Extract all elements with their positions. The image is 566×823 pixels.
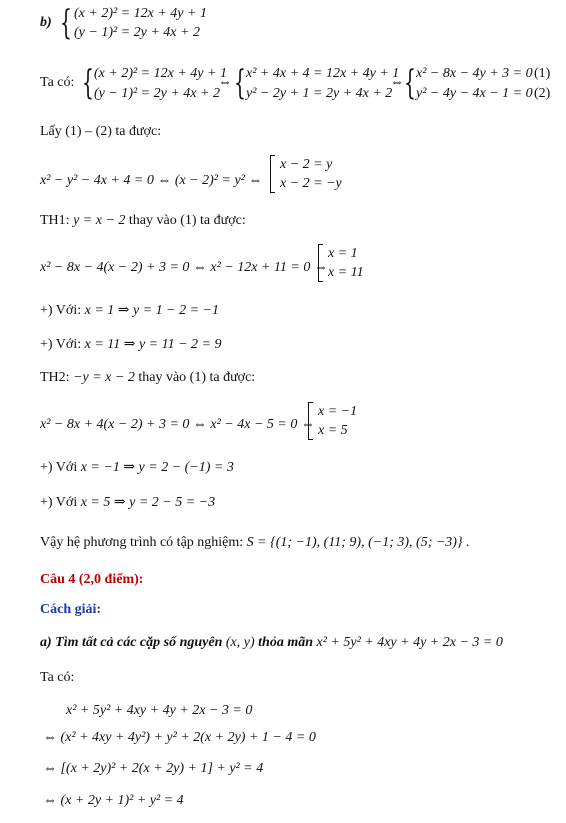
question-4-heading: Câu 4 (2,0 điểm):: [40, 572, 144, 587]
brace: {: [82, 63, 94, 103]
iff-symbol: ⇔: [218, 75, 232, 90]
system-row: y² − 2y + 1 = 2y + 4x + 2: [246, 86, 393, 101]
system-row: y² − 4y − 4x − 1 = 0: [416, 86, 533, 101]
system-row: (y − 1)² = 2y + 4x + 2: [94, 86, 220, 101]
step-3: ⇔ [(x + 2y)² + 2(x + 2y) + 1] + y² = 4: [43, 761, 264, 776]
result-math: x = 1 ⇒ y = 1 − 2 = −1: [84, 303, 220, 318]
step-1: x² + 5y² + 4xy + 4y + 2x − 3 = 0: [66, 703, 253, 718]
system-row: (x + 2)² = 12x + 4y + 1: [74, 6, 207, 21]
case-tail: thay vào (1) ta được:: [138, 370, 256, 385]
result-math: x = 11 ⇒ y = 11 − 2 = 9: [84, 337, 222, 352]
case-row: x = −1: [318, 404, 358, 419]
result-line: [40, 459, 234, 477]
result-line: [40, 494, 215, 512]
taco-label-2: Ta có:: [40, 670, 75, 685]
result-math: x = 5 ⇒ y = 2 − 5 = −3: [80, 495, 216, 510]
brace: {: [60, 3, 72, 43]
case-2-heading: [40, 369, 255, 387]
system-row: (y − 1)² = 2y + 4x + 2: [74, 25, 200, 40]
step-2: ⇔ (x² + 4xy + 4y²) + y² + 2(x + 2y) + 1 − 4 = 0: [43, 730, 316, 745]
taco-label: Ta có:: [40, 75, 75, 90]
brace: {: [234, 63, 246, 103]
case-row: x = 5: [318, 423, 348, 438]
conclusion-line: [40, 534, 470, 552]
solution-heading: Cách giải:: [40, 602, 102, 617]
case-label: TH1:: [40, 213, 70, 228]
bracket: [308, 402, 313, 440]
part-a-text: thỏa mãn: [258, 635, 313, 650]
system-row: (x + 2)² = 12x + 4y + 1: [94, 66, 227, 81]
result-line: [40, 302, 219, 320]
result-math: x = −1 ⇒ y = 2 − (−1) = 3: [80, 460, 234, 475]
case-row: x − 2 = y: [280, 157, 333, 172]
part-a-text: a) Tìm tất cả các cặp số nguyên: [40, 635, 223, 650]
result-line: [40, 336, 221, 354]
bracket: [318, 244, 323, 282]
conclusion-text: Vậy hệ phương trình có tập nghiệm:: [40, 535, 244, 550]
step-4: ⇔ (x + 2y + 1)² + y² = 4: [43, 793, 184, 808]
solution-set: S = {(1; −1), (11; 9), (−1; 3), (5; −3)} .: [246, 535, 470, 550]
case-1-heading: [40, 212, 246, 230]
brace: {: [404, 63, 416, 103]
part-b-label: b): [40, 15, 52, 30]
result-prefix: +) Với: [40, 460, 78, 475]
case-row: x − 2 = −y: [280, 176, 342, 191]
result-prefix: +) Với:: [40, 303, 82, 318]
case-label: TH2:: [40, 370, 70, 385]
case-math: −y = x − 2: [73, 370, 135, 385]
subtract-text: Lấy (1) – (2) ta được:: [40, 124, 162, 139]
iff-symbol: ⇔: [390, 75, 404, 90]
part-a-math: (x, y): [225, 635, 255, 650]
system-row: x² + 4x + 4 = 12x + 4y + 1: [246, 66, 400, 81]
case-row: x = 11: [328, 265, 364, 280]
equation-3: x² − 8x + 4(x − 2) + 3 = 0 ⇔ x² − 4x − 5 = 0 ⇔: [40, 417, 315, 432]
result-prefix: +) Với:: [40, 337, 82, 352]
equation-1: x² − y² − 4x + 4 = 0 ⇔ (x − 2)² = y² ⇔: [40, 173, 263, 188]
result-prefix: +) Với: [40, 495, 78, 510]
case-row: x = 1: [328, 246, 358, 261]
system-row: x² − 8x − 4y + 3 = 0: [416, 66, 533, 81]
bracket: [270, 155, 275, 193]
part-a-math: x² + 5y² + 4xy + 4y + 2x − 3 = 0: [316, 635, 503, 650]
case-tail: thay vào (1) ta được:: [128, 213, 246, 228]
equation-2: x² − 8x − 4(x − 2) + 3 = 0 ⇔ x² − 12x + 11 = 0 ⇔: [40, 260, 328, 275]
equation-number: (1): [534, 66, 551, 81]
part-a-prompt: [40, 634, 503, 652]
case-math: y = x − 2: [73, 213, 126, 228]
equation-number: (2): [534, 86, 551, 101]
